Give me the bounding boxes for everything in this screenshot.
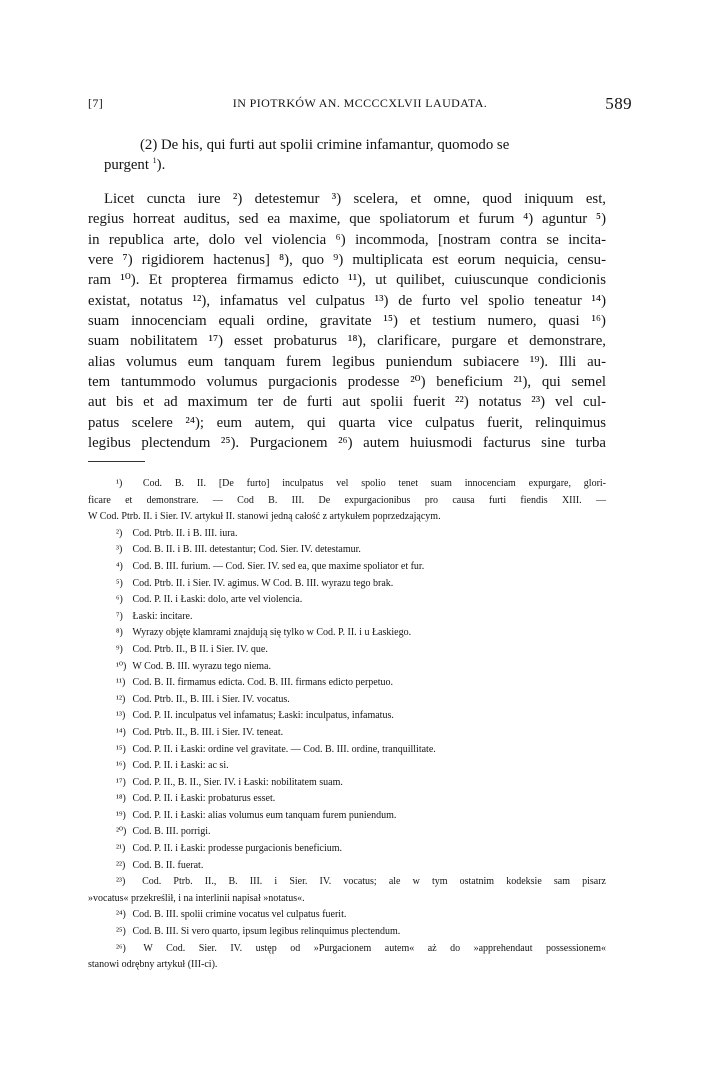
text-line: regius horreat auditus, sed ea maxime, que spoliatorum et furum ⁴) aguntur ⁵) bbox=[88, 211, 606, 228]
footnote-number: ¹¹) bbox=[116, 677, 126, 689]
footnote-number: ²³) bbox=[116, 876, 126, 888]
footnote-number: ¹⁴) bbox=[116, 726, 126, 738]
footnote-text: Cod. P. II. i Łaski: alias volumus eum tanquam furem puniendum. bbox=[132, 809, 397, 821]
text-line: suam innocenciam equali ordine, gravitate ¹⁵) et testium numero, quasi ¹⁶) bbox=[88, 313, 606, 330]
footnote-line bbox=[88, 758, 606, 775]
footnote-line bbox=[88, 576, 606, 593]
main-body bbox=[88, 135, 606, 453]
footnote-line bbox=[88, 808, 606, 825]
footnote-text: »vocatus« przekreślił, i na interlinii napisał »notatus«. bbox=[88, 892, 305, 904]
footnote-number: ²¹) bbox=[116, 843, 126, 855]
footnote-number: ²⁰) bbox=[116, 826, 127, 838]
footnote-number: ¹) bbox=[116, 478, 123, 489]
footnote-text: W Cod. Ptrb. II. i Sier. IV. artykuł II. stanowi jedną całość z artykułem poprzedzającym. bbox=[88, 511, 441, 523]
heading-line2 bbox=[88, 157, 165, 173]
text-line: patus scelere ²⁴); eum autem, qui quarta vice culpatus fuerit, relinquimus bbox=[88, 414, 606, 431]
footnote-number: ⁴) bbox=[116, 560, 123, 572]
footnote-number: ¹⁸) bbox=[116, 793, 126, 805]
footnote-text: Cod. P. II. i Łaski: ordine vel gravitate. — Cod. B. III. ordine, tranquillitate. bbox=[132, 743, 436, 755]
footnote-line bbox=[88, 625, 606, 642]
footnote-line bbox=[88, 708, 606, 725]
section-number: [7] bbox=[88, 96, 104, 110]
footnote-line bbox=[88, 874, 606, 891]
footnote-line bbox=[88, 907, 606, 924]
footnote-text: Cod. Ptrb. II., B. III. i Sier. IV. teneat. bbox=[132, 726, 284, 738]
running-title: IN PIOTRKÓW AN. MCCCCXLVII LAUDATA. bbox=[232, 96, 488, 110]
footnote-line bbox=[88, 642, 606, 659]
footnote-text: Cod. B. II. firmamus edicta. Cod. B. III. firmans edicto perpetuo. bbox=[132, 677, 393, 689]
article-paragraph bbox=[88, 189, 606, 453]
footnote-line bbox=[88, 858, 606, 875]
footnote-number: ¹²) bbox=[116, 693, 126, 705]
footnote-text: Cod. B. III. porrigi. bbox=[132, 826, 211, 838]
footnote-line bbox=[88, 841, 606, 858]
footnote-line bbox=[88, 742, 606, 759]
footnote-line bbox=[88, 957, 606, 974]
footnote-line bbox=[88, 559, 606, 576]
heading-line1: (2) De his, qui furti aut spolii crimine infamantur, quomodo se bbox=[140, 137, 510, 153]
footnote-text: Cod. Ptrb. II. i Sier. IV. agimus. W Cod. B. III. wyrazu tego brak. bbox=[132, 577, 394, 589]
text-line: existat, notatus ¹²), infamatus vel culpatus ¹³) de furto vel spolio teneatur ¹⁴) bbox=[88, 292, 606, 309]
footnote-text: Cod. P. II., B. II., Sier. IV. i Łaski: nobilitatem suam. bbox=[132, 776, 343, 788]
footnote-line bbox=[88, 924, 606, 941]
footnote-text: Łaski: incitare. bbox=[132, 610, 193, 622]
footnote-number: ³) bbox=[116, 544, 123, 556]
text-line: alias volumus eum tanquam furem legibus puniendum subiacere ¹⁹). Illi au- bbox=[88, 353, 606, 370]
article-heading bbox=[88, 135, 606, 175]
text-line: suam nobilitatem ¹⁷) esset probaturus ¹⁸), clarificare, purgare et demonstrare, bbox=[88, 333, 606, 350]
footnote-text: Cod. B. II. i B. III. detestantur; Cod. Sier. IV. detestamur. bbox=[132, 544, 361, 556]
footnote-number: ¹³) bbox=[116, 710, 126, 722]
footnote-line bbox=[88, 493, 606, 510]
footnote-number: ¹⁵) bbox=[116, 743, 126, 755]
footnote-number: ²) bbox=[116, 527, 123, 539]
footnote-number: ⁸) bbox=[116, 627, 123, 639]
footnote-number: ⁹) bbox=[116, 643, 123, 655]
text-line: legibus plectendum ²⁵). Purgacionem ²⁶) autem huiusmodi facturus sine turba bbox=[88, 435, 606, 452]
footnote-text: Cod. Ptrb. II. i B. III. iura. bbox=[132, 527, 238, 539]
footnote-number: ²⁶) bbox=[116, 942, 126, 954]
footnote-line bbox=[88, 509, 606, 526]
footnote-text: Cod. P. II. i Łaski: ac si. bbox=[132, 760, 229, 772]
footnote-text: stanowi odrębny artykuł (III-ci). bbox=[88, 959, 218, 971]
footnote-separator bbox=[88, 461, 145, 462]
footnote-number: ⁵) bbox=[116, 577, 123, 589]
text-line: aut bis et ad maximum ter de furti aut spolii fuerit ²²) notatus ²³) vel cul- bbox=[88, 394, 606, 411]
footnote-text: Wyrazy objęte klamrami znajdują się tylko w Cod. P. II. i u Łaskiego. bbox=[132, 627, 412, 639]
footnote-text: Cod. Ptrb. II., B. III. i Sier. IV. vocatus. bbox=[132, 693, 290, 705]
footnote-line bbox=[88, 891, 606, 908]
footnote-number: ²²) bbox=[116, 859, 126, 871]
footnote-line bbox=[88, 941, 606, 958]
footnote-number: ¹⁶) bbox=[116, 760, 126, 772]
footnote-number: ¹⁰) bbox=[116, 660, 127, 672]
footnote-text: Cod. P. II. i Łaski: dolo, arte vel violencia. bbox=[132, 594, 303, 606]
footnote-number: ¹⁹) bbox=[116, 809, 126, 821]
page-number: 589 bbox=[605, 94, 632, 113]
footnote-line bbox=[88, 675, 606, 692]
footnotes bbox=[88, 476, 606, 974]
footnote-text: Cod. B. II. fuerat. bbox=[132, 859, 204, 871]
footnote-text: Cod. B. III. furium. — Cod. Sier. IV. sed ea, que maxime spoliator et fur. bbox=[132, 560, 425, 572]
footnote-text: Cod. P. II. i Łaski: prodesse purgacionis beneficium. bbox=[132, 843, 343, 855]
footnote-text: W Cod. Sier. IV. ustęp od »Purgacionem autem« aż do »apprehendaut possessionem« bbox=[143, 942, 606, 954]
footnote-ref: 1 bbox=[152, 156, 157, 166]
text-line: in republica arte, dolo vel violencia ⁶) incommoda, [nostram contra se incita- bbox=[88, 231, 606, 248]
footnote-line bbox=[88, 592, 606, 609]
text-line: vere ⁷) rigidiorem hactenus] ⁸), quo ⁹) multiplicata est eorum nequicia, censu- bbox=[88, 252, 606, 269]
footnote-line bbox=[88, 476, 606, 493]
footnote-line bbox=[88, 692, 606, 709]
text-line: ram ¹⁰). Et propterea firmamus edicto ¹¹), ut quilibet, cuiuscunque condicionis bbox=[88, 272, 606, 289]
footnote-line bbox=[88, 526, 606, 543]
footnote-line bbox=[88, 775, 606, 792]
footnote-line bbox=[88, 609, 606, 626]
footnote-line bbox=[88, 659, 606, 676]
footnote-number: ⁶) bbox=[116, 594, 123, 606]
footnote-number: ¹⁷) bbox=[116, 776, 126, 788]
footnote-text: Cod. Ptrb. II., B II. i Sier. IV. que. bbox=[132, 643, 268, 655]
footnote-line bbox=[88, 725, 606, 742]
footnote-text: W Cod. B. III. wyrazu tego niema. bbox=[132, 660, 271, 672]
footnote-number: ²⁵) bbox=[116, 926, 126, 938]
footnote-text: Cod. B. II. [De furto] inculpatus vel spolio tenet suam innocenciam expurgare, glori- bbox=[142, 478, 607, 489]
footnote-text: ficare et demonstrare. — Cod B. III. De expurgacionibus pro causa furti fiendis XIII. — bbox=[88, 494, 606, 506]
footnote-line bbox=[88, 824, 606, 841]
text-line: Licet cuncta iure ²) detestemur ³) scelera, et omne, quod iniquum est, bbox=[104, 191, 606, 207]
footnote-text: Cod. Ptrb. II., B. III. i Sier. IV. vocatus; ale w tym ostatnim kodeksie sam pisarz bbox=[142, 876, 606, 888]
footnote-text: Cod. B. III. Si vero quarto, ipsum legibus relinquimus plectendum. bbox=[132, 926, 401, 938]
footnote-text: Cod. B. III. spolii crimine vocatus vel culpatus fuerit. bbox=[132, 909, 347, 921]
footnote-line bbox=[88, 542, 606, 559]
footnote-text: Cod. P. II. inculpatus vel infamatus; Łaski: inculpatus, infamatus. bbox=[132, 710, 394, 722]
heading-line2-text: purgent bbox=[104, 157, 149, 173]
footnote-number: ²⁴) bbox=[116, 909, 126, 921]
footnote-line bbox=[88, 791, 606, 808]
footnote-text: Cod. P. II. i Łaski: probaturus esset. bbox=[132, 793, 276, 805]
footnote-number: ⁷) bbox=[116, 610, 123, 622]
text-line: tem tantummodo volumus purgacionis prodesse ²⁰) beneficium ²¹), qui semel bbox=[88, 374, 606, 391]
heading-line2-end: ). bbox=[156, 157, 166, 173]
